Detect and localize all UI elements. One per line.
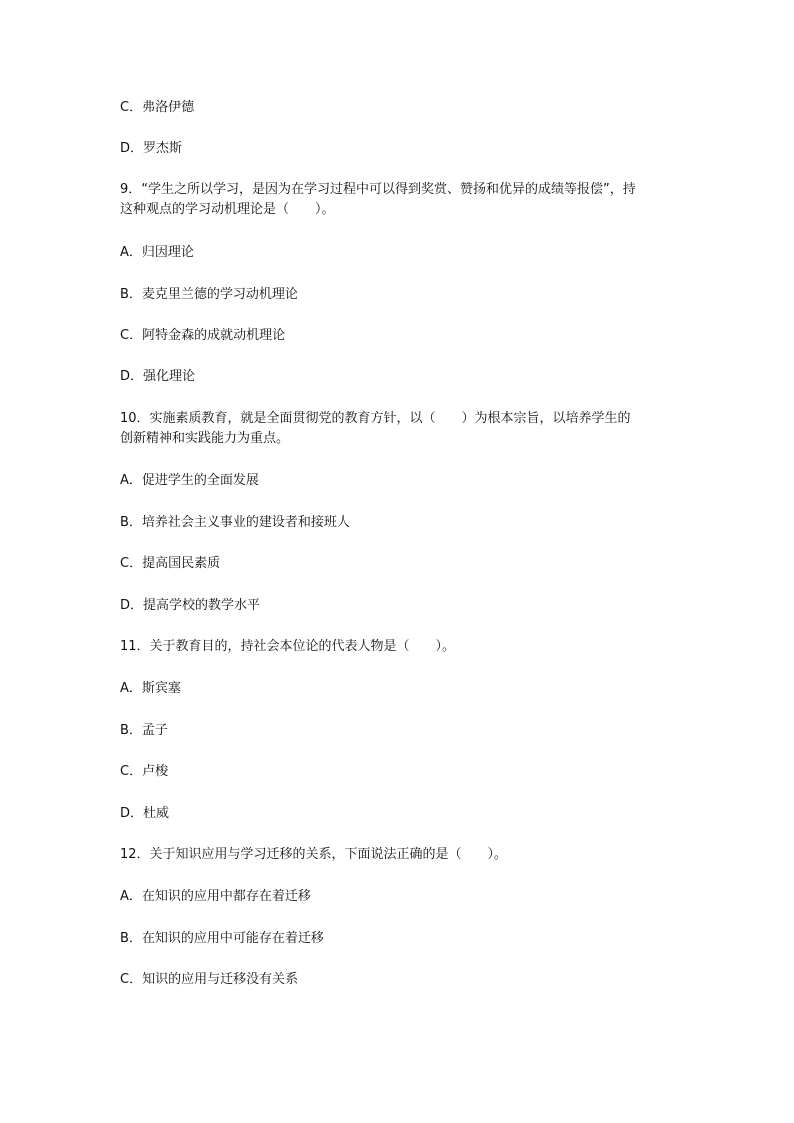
option-8d: D．罗杰斯: [120, 141, 183, 156]
question-12: [120, 845, 680, 865]
option-11a: A．斯宾塞: [120, 681, 181, 696]
option-10b: B．培养社会主义事业的建设者和接班人: [120, 515, 350, 530]
question-10: [120, 409, 680, 449]
option-10d: D．提高学校的教学水平: [120, 598, 261, 613]
question-11-line-1: 11．关于教育目的，持社会本位论的代表人物是（ ）。: [120, 639, 456, 654]
question-9: [120, 180, 680, 220]
option-12a: A．在知识的应用中都存在着迁移: [120, 889, 311, 904]
question-10-line-2: 创新精神和实践能力为重点。: [120, 431, 290, 446]
question-9-line-1: 9．“学生之所以学习，是因为在学习过程中可以得到奖赏、赞扬和优异的成绩等报偿”，持: [120, 182, 636, 197]
question-12-line-1: 12．关于知识应用与学习迁移的关系，下面说法正确的是（ ）。: [120, 847, 508, 862]
question-9-line-2: 这种观点的学习动机理论是（ ）。: [120, 202, 335, 217]
question-11: [120, 637, 680, 657]
option-11d: D．杜威: [120, 806, 170, 821]
option-9c-prev: C．弗洛伊德: [120, 100, 195, 115]
option-10a: A．促进学生的全面发展: [120, 473, 259, 488]
option-11c: C．卢梭: [120, 764, 169, 779]
option-11b: B．孟子: [120, 723, 168, 738]
option-9d: D．强化理论: [120, 369, 196, 384]
option-12b: B．在知识的应用中可能存在着迁移: [120, 931, 324, 946]
option-9a: A．归因理论: [120, 245, 194, 260]
option-12c: C．知识的应用与迁移没有关系: [120, 972, 299, 987]
option-9b: B．麦克里兰德的学习动机理论: [120, 287, 298, 302]
option-9c: C．阿特金森的成就动机理论: [120, 328, 286, 343]
option-10c: C．提高国民素质: [120, 556, 221, 571]
question-10-line-1: 10．实施素质教育，就是全面贯彻党的教育方针，以（ ）为根本宗旨，以培养学生的: [120, 411, 631, 426]
